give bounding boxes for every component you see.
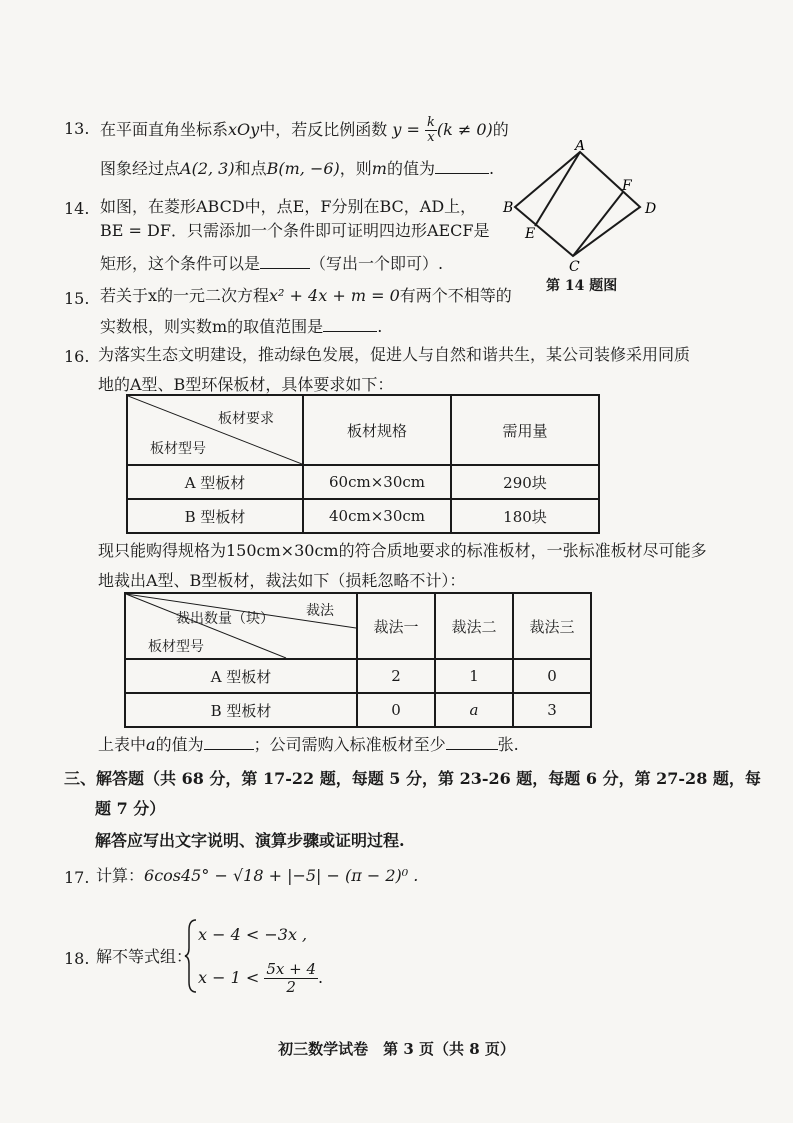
q17-line: 计算：6cos45° − √18 + |−5| − (π − 2)⁰ . [96, 866, 419, 885]
section3-instruction: 解答应写出文字说明、演算步骤或证明过程. [95, 831, 405, 850]
q16-number: 16. [64, 347, 90, 366]
table2-row-a-val3: 0 [513, 659, 591, 693]
table2-header-method1: 裁法一 [357, 593, 435, 659]
table2-row-a-type: A 型板材 [125, 659, 357, 693]
table1-row-b-spec: 40cm×30cm [303, 499, 451, 533]
q16-line5: 上表中a的值为 ；公司需购入标准板材至少 张. [98, 735, 519, 754]
table2-header-method3: 裁法三 [513, 593, 591, 659]
table2-header-method2: 裁法二 [435, 593, 513, 659]
table2-row-a-val2: 1 [435, 659, 513, 693]
q13-line1: 在平面直角坐标系xOy中，若反比例函数 y = $\frac{k}{x}$ (k ≠ 0)的 [100, 115, 509, 145]
page-footer: 初三数学试卷 第 3 页（共 8 页） [278, 1040, 515, 1058]
q15-answer-blank[interactable] [323, 317, 377, 332]
q13-fraction: $\frac{k}{x}$ [426, 115, 435, 145]
section3-title-cont: 题 7 分） [95, 799, 166, 818]
q14-caption: 第 14 题图 [546, 278, 618, 294]
q14-line1: 如图，在菱形ABCD中，点E，F分别在BC，AD上， [100, 197, 477, 216]
cutting-table [124, 592, 592, 728]
q15-line1: 若关于x的一元二次方程x² + 4x + m = 0有两个不相等的 [100, 286, 512, 305]
table2-row-b-type: B 型板材 [125, 693, 357, 727]
table2-corner-cell: 裁法 裁出数量（块） 板材型号 [125, 593, 357, 659]
q16-blank-a[interactable] [204, 735, 254, 750]
q16-line1: 为落实生态文明建设，推动绿色发展，促进人与自然和谐共生，某公司装修采用同质 [98, 345, 691, 364]
q14-line3: 矩形，这个条件可以是 （写出一个即可）. [100, 254, 444, 273]
q17-number: 17. [64, 868, 90, 887]
q15-line2: 实数根，则实数m的取值范围是 . [100, 317, 383, 336]
q16-line3: 现只能购得规格为150cm×30cm的符合质地要求的标准板材，一张标准板材尽可能多 [98, 541, 707, 560]
q14-rhombus-figure [495, 140, 675, 275]
label-a: A [575, 140, 586, 154]
section3-title: 三、解答题（共 68 分，第 17-22 题，每题 5 分，第 23-26 题，每题 6 分，第 27-28 题，每 [64, 769, 761, 788]
label-f: F [622, 178, 632, 194]
table1-row-a-spec: 60cm×30cm [303, 465, 451, 499]
q14-number: 14. [64, 199, 90, 218]
q18-ineq2: x − 1 < $\frac{5x + 4}{2}$ . [198, 960, 324, 996]
q16-line2: 地的A型、B型环保板材，具体要求如下： [98, 375, 394, 394]
segment-ae [535, 152, 580, 226]
table2-row-a-val1: 2 [357, 659, 435, 693]
q15-number: 15. [64, 289, 90, 308]
table1-row-b-type: B 型板材 [127, 499, 303, 533]
q13-number: 13. [64, 119, 90, 138]
table2-row-b-val2: a [435, 693, 513, 727]
requirements-table [126, 394, 600, 534]
table2-row-b-val1: 0 [357, 693, 435, 727]
label-d: D [645, 201, 657, 217]
q16-blank-sheets[interactable] [446, 735, 498, 750]
table1-row-a-need: 290块 [451, 465, 599, 499]
table1-row-b-need: 180块 [451, 499, 599, 533]
q18-brace [184, 918, 198, 994]
label-e: E [525, 226, 536, 242]
q18-fraction: $\frac{5x + 4}{2}$ [266, 960, 317, 996]
table2-row-b-val3: 3 [513, 693, 591, 727]
label-b: B [503, 200, 514, 216]
label-c: C [569, 259, 580, 275]
q16-line4: 地裁出A型、B型板材，裁法如下（损耗忽略不计）： [98, 571, 466, 590]
q13-answer-blank[interactable] [435, 159, 489, 174]
q18-label: 解不等式组： [96, 947, 193, 966]
q18-number: 18. [64, 949, 90, 968]
q14-answer-blank[interactable] [260, 254, 310, 269]
q13-line2: 图象经过点A(2, 3)和点B(m, −6)，则m的值为 . [100, 159, 495, 178]
table1-corner-cell: 板材要求 板材型号 [127, 395, 303, 465]
table1-header-need: 需用量 [451, 395, 599, 465]
q14-line2: BE = DF．只需添加一个条件即可证明四边形AECF是 [100, 221, 490, 240]
q18-ineq1: x − 4 < −3x , [198, 925, 308, 944]
table1-header-spec: 板材规格 [303, 395, 451, 465]
table1-row-a-type: A 型板材 [127, 465, 303, 499]
